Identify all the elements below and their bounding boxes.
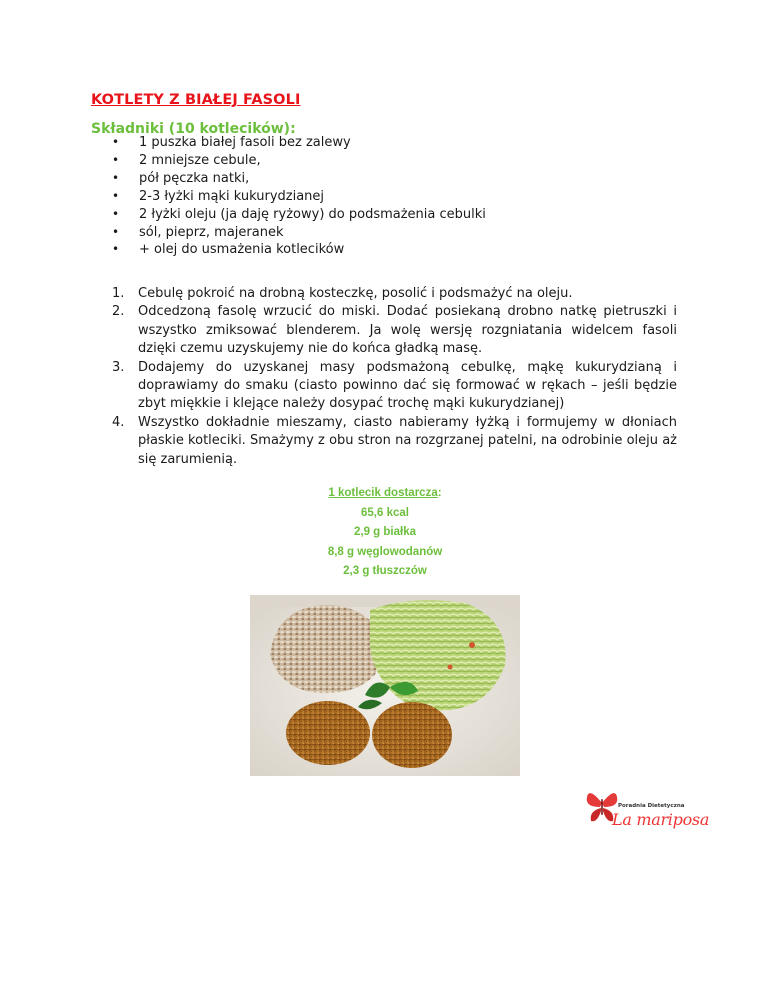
step-number: 1. [112, 286, 125, 301]
ingredient-item: • 2 mniejsze cebule, [112, 152, 486, 170]
ingredient-item: • pół pęczka natki, [112, 170, 486, 188]
nutrition-protein: 2,9 g białka [353, 526, 416, 538]
ingredient-item: • + olej do usmażenia kotlecików [112, 241, 486, 259]
step-text: Cebulę pokroić na drobną kosteczkę, posolić i podsmażyć na oleju. [138, 286, 573, 301]
step-number: 3. [112, 359, 125, 375]
preparation-steps [84, 285, 677, 469]
step-item [84, 359, 677, 414]
brand-logo [585, 787, 710, 835]
nutrition-fat: 2,3 g tłuszczów [343, 565, 427, 577]
recipe-title: KOTLETY Z BIAŁEJ FASOLI [91, 92, 301, 108]
ingredient-item: • 2 łyżki oleju (ja daję ryżowy) do podsmażenia cebulki [112, 206, 486, 224]
step-text: Wszystko dokładnie mieszamy, ciasto nabieramy łyżką i formujemy w dłoniach płaskie kotleciki. Smażymy z obu stron na rozgrzanej patelni, na odrobinie oleju aż się zarumienią. [138, 414, 677, 467]
ingredient-item: • sól, pieprz, majeranek [112, 224, 486, 242]
ingredients-list [112, 134, 486, 259]
step-number: 4. [112, 414, 125, 430]
step-item [84, 414, 677, 469]
nutrition-carbs: 8,8 g węglowodanów [327, 545, 443, 558]
nutrition-kcal: 65,6 kcal [361, 506, 409, 519]
step-item [84, 303, 677, 358]
nutrition-box [250, 484, 520, 582]
step-text: Dodajemy do uzyskanej masy podsmażoną cebulkę, mąkę kukurydzianą i doprawiamy do smaku (ciasto powinno dać się formować w rękach – jeśli będzie zbyt miękkie i klejące należy dosypać trochę mąki kukurydzianej) [138, 359, 677, 412]
step-text: Odcedzoną fasolę wrzucić do miski. Dodać posiekaną drobno natkę pietruszki i wszystko zmiksować blenderem. Ja wolę wersję rozgniatania widelcem fasoli dzięki czemu uzyskujemy nie do końca gładką masę. [138, 304, 677, 357]
ingredient-item: • 2-3 łyżki mąki kukurydzianej [112, 188, 486, 206]
ingredient-item: • 1 puszka białej fasoli bez zalewy [112, 134, 486, 152]
logo-clinic-text: Poradnia Dietetyczna [618, 803, 685, 809]
ingredients-heading: Składniki (10 kotlecików): [91, 121, 296, 137]
step-number: 2. [112, 304, 125, 320]
nutrition-heading: 1 kotlecik dostarcza: [328, 487, 442, 499]
step-item [84, 285, 677, 303]
dish-photo-illustration [250, 595, 520, 776]
logo-brand-name: La mariposa [612, 810, 710, 829]
dish-photo [250, 595, 520, 776]
